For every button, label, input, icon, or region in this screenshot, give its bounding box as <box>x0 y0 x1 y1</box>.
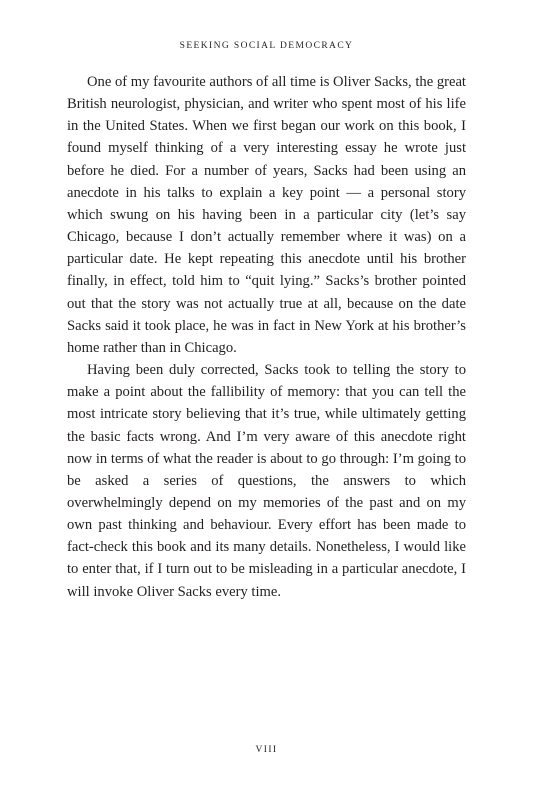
paragraph: One of my favourite authors of all time is Oliver Sacks, the great British neurologist, physician, and writer who spent most of his life in the United States. When we first began our work on this book, I found myself thinking of a very interesting essay he wrote just before he died. For a number of years, Sacks had been using an anecdote in his talks to explain a key point — a personal story which swung on his having been in a particular city (let’s say Chicago, because I don’t actually remember where it was) on a particular date. He kept repeating this anecdote until his brother finally, in effect, told him to “quit lying.” Sacks’s brother pointed out that the story was not actually true at all, because on the date Sacks said it took place, he was in fact in New York at his brother’s home rather than in Chicago. <box>67 74 466 356</box>
body-text <box>67 71 466 603</box>
page-number: VIII <box>255 745 278 755</box>
running-head: SEEKING SOCIAL DEMOCRACY <box>179 41 354 51</box>
paragraph: Having been duly corrected, Sacks took to telling the story to make a point about the fallibility of memory: that you can tell the most intricate story believing that it’s true, while ultimately getting the basic facts wrong. And I’m very aware of this anecdote right now in terms of what the reader is about to go through: I’m going to be asked a series of questions, the answers to which overwhelmingly depend on my memories of the past and on my own past thinking and behaviour. Every effort has been made to fact-check this book and its many details. Nonetheless, I would like to enter that, if I turn out to be misleading in a particular anecdote, I will invoke Oliver Sacks every time. <box>67 362 466 600</box>
